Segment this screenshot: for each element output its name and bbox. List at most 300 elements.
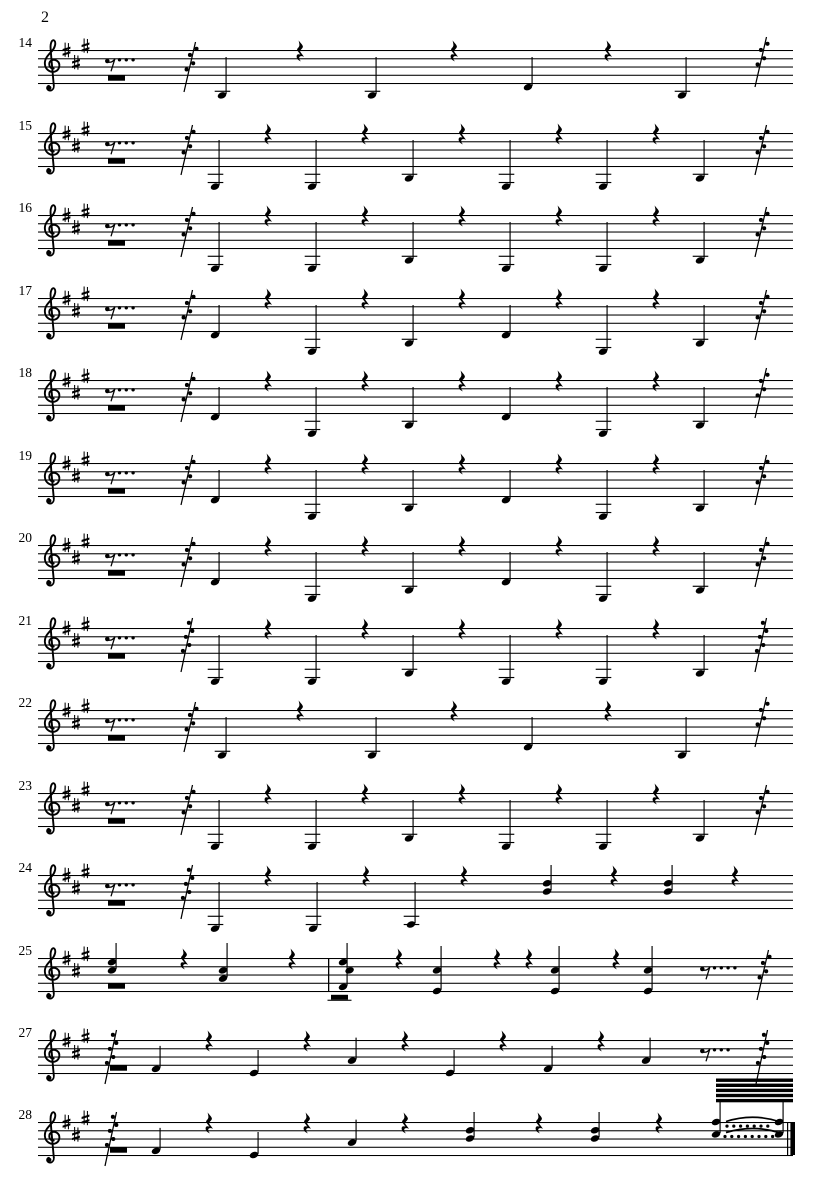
quarter-note xyxy=(151,1046,161,1073)
quarter-note xyxy=(208,882,224,933)
cluster-dot xyxy=(185,548,189,552)
whole-rest-icon xyxy=(110,1147,127,1152)
system xyxy=(19,35,794,100)
staff-line xyxy=(38,793,793,794)
tremolo-dot xyxy=(725,1125,728,1128)
quarter-note xyxy=(249,1132,259,1159)
cluster-dot xyxy=(762,716,766,720)
whole-rest-icon xyxy=(108,158,125,163)
ledger-line xyxy=(596,842,612,843)
measure-number: 15 xyxy=(18,118,32,133)
system xyxy=(19,1079,796,1167)
ledger-line xyxy=(328,1000,352,1001)
final-barline xyxy=(787,1122,788,1155)
note-stem xyxy=(510,552,511,581)
cluster-dot xyxy=(762,56,766,60)
cluster-dot xyxy=(105,1143,109,1147)
eighth-rest-icon xyxy=(105,58,135,71)
cluster-dot xyxy=(190,876,194,880)
system xyxy=(19,200,794,273)
ledger-line xyxy=(499,182,515,183)
note-stem xyxy=(783,1102,784,1133)
quarter-note xyxy=(693,470,709,513)
note-stem xyxy=(510,635,511,680)
ledger-line xyxy=(306,924,322,925)
tremolo-dot xyxy=(723,1135,726,1138)
tremolo-dot xyxy=(757,1135,760,1138)
note-stem xyxy=(510,222,511,267)
cluster-dot xyxy=(182,315,186,319)
quarter-note xyxy=(402,552,418,595)
ledger-line xyxy=(208,924,224,925)
cluster-dot xyxy=(187,643,191,647)
note-stem xyxy=(316,552,317,597)
ledger-line xyxy=(499,677,515,678)
cluster-dot xyxy=(182,480,186,484)
staff-line xyxy=(38,397,793,398)
sharp-icon xyxy=(63,951,71,966)
whole-rest-icon xyxy=(108,735,125,740)
staff-line xyxy=(38,983,793,984)
sharp-icon xyxy=(63,703,71,718)
staff-line xyxy=(38,1040,793,1041)
staff-line xyxy=(38,488,793,489)
measure-number: 24 xyxy=(18,860,32,875)
cluster-dot xyxy=(762,804,766,808)
rest-dot xyxy=(118,553,121,556)
quarter-note xyxy=(306,882,322,933)
quarter-note xyxy=(693,635,709,678)
cluster-gliss-icon xyxy=(755,697,770,747)
cluster-dot xyxy=(759,218,763,222)
cluster-dot xyxy=(181,896,185,900)
ledger-line xyxy=(596,347,612,348)
staff-line xyxy=(38,735,793,736)
quarter-note xyxy=(305,140,321,191)
quarter-note xyxy=(305,800,321,851)
cluster-dot xyxy=(756,722,760,726)
ledger-line xyxy=(305,347,321,348)
ledger-line xyxy=(305,586,321,587)
ledger-line xyxy=(693,256,709,257)
cluster-dot xyxy=(181,649,185,653)
ledger-line xyxy=(215,751,231,752)
sharp-icon xyxy=(63,621,71,636)
cluster-dot xyxy=(191,295,195,299)
note-stem xyxy=(316,140,317,185)
staff-line xyxy=(38,743,793,744)
cluster-dot xyxy=(182,562,186,566)
note-stem xyxy=(607,552,608,597)
note-stem xyxy=(160,1128,161,1150)
chord xyxy=(465,1112,475,1143)
rest-dot xyxy=(118,801,121,804)
note-stem xyxy=(356,1120,357,1142)
chord xyxy=(218,943,228,983)
ledger-line xyxy=(596,182,612,183)
ledger-line xyxy=(596,339,612,340)
cluster-dot xyxy=(184,635,188,639)
ledger-line xyxy=(365,751,381,752)
ledger-line xyxy=(402,421,418,422)
rest-dot xyxy=(131,223,134,226)
staff-line xyxy=(38,331,793,332)
ledger-line xyxy=(596,669,612,670)
rest-dot xyxy=(713,1048,716,1051)
ledger-line xyxy=(305,429,321,430)
quarter-note xyxy=(693,222,709,265)
ledger-line xyxy=(305,512,321,513)
cluster-dot xyxy=(187,868,191,872)
note-stem xyxy=(226,717,227,754)
tremolo-dot xyxy=(746,1125,749,1128)
note-stem xyxy=(510,387,511,416)
staff-line xyxy=(38,496,793,497)
tremolo-dot xyxy=(764,1135,767,1138)
quarter-note xyxy=(365,57,381,100)
sharp-icon xyxy=(63,786,71,801)
cluster-dot xyxy=(194,707,198,711)
note-stem xyxy=(316,305,317,350)
quarter-note xyxy=(347,1038,357,1065)
ledger-line xyxy=(305,842,321,843)
note-stem xyxy=(607,800,608,845)
quarter-note xyxy=(501,552,511,587)
cluster-dot xyxy=(108,1047,112,1051)
sharp-icon xyxy=(63,1115,71,1130)
cluster-dot xyxy=(191,61,195,65)
measure-number: 14 xyxy=(18,35,32,50)
cluster-dot xyxy=(185,727,189,731)
ledger-line xyxy=(693,339,709,340)
staff-line xyxy=(38,645,793,646)
quarter-note xyxy=(499,222,515,273)
cluster-dot xyxy=(765,790,769,794)
cluster-dot xyxy=(759,136,763,140)
eighth-rest-icon xyxy=(105,471,135,484)
cluster-dot xyxy=(765,1041,769,1045)
tremolo-beams xyxy=(716,1099,793,1102)
cluster-dot xyxy=(762,556,766,560)
quarter-note xyxy=(501,387,511,422)
rest-dot xyxy=(125,636,128,639)
cluster-dot xyxy=(756,810,760,814)
measure-number: 22 xyxy=(18,695,32,710)
rest-dot xyxy=(118,636,121,639)
quarter-note xyxy=(347,1120,357,1147)
note-stem xyxy=(347,943,348,986)
note-stem xyxy=(704,305,705,342)
cluster-dot xyxy=(182,810,186,814)
cluster-dot xyxy=(765,295,769,299)
ledger-line xyxy=(306,916,322,917)
staff-line xyxy=(38,1139,793,1140)
note-stem xyxy=(219,470,220,499)
cluster-dot xyxy=(756,480,760,484)
tremolo-dot xyxy=(737,1135,740,1138)
note-stem xyxy=(607,140,608,185)
cluster-dot xyxy=(756,62,760,66)
note-stem xyxy=(672,865,673,890)
quarter-note xyxy=(151,1128,161,1155)
ledger-line xyxy=(208,256,224,257)
staff-line xyxy=(38,223,793,224)
note-stem xyxy=(704,635,705,672)
quarter-note xyxy=(693,552,709,595)
tremolo-dot xyxy=(771,1135,774,1138)
ledger-line xyxy=(596,834,612,835)
note-stem xyxy=(650,1038,651,1060)
note-stem xyxy=(219,387,220,416)
quarter-note xyxy=(596,800,612,851)
cluster-dot xyxy=(188,556,192,560)
cluster-dot xyxy=(191,542,195,546)
measure-number: 28 xyxy=(18,1107,32,1122)
cluster-gliss-icon xyxy=(755,37,770,87)
note-stem xyxy=(720,1102,721,1133)
note-stem xyxy=(317,882,318,927)
quarter-note xyxy=(210,470,220,505)
ledger-line xyxy=(402,256,418,257)
tremolo-dot xyxy=(744,1135,747,1138)
quarter-note xyxy=(596,387,612,438)
quarter-note xyxy=(596,305,612,356)
cluster-dot xyxy=(765,702,769,706)
whole-rest-icon xyxy=(108,900,125,905)
chord xyxy=(542,865,552,896)
whole-rest-icon xyxy=(108,488,125,493)
whole-rest-icon xyxy=(108,983,125,988)
quarter-note xyxy=(693,140,709,183)
staff-line xyxy=(38,388,793,389)
quarter-note xyxy=(402,635,418,678)
quarter-note xyxy=(596,552,612,603)
measure-number: 17 xyxy=(18,283,32,298)
note-stem xyxy=(704,222,705,259)
measure-number: 25 xyxy=(18,943,32,958)
staff-line xyxy=(38,298,793,299)
eighth-rest-icon xyxy=(105,801,135,814)
note-stem xyxy=(413,470,414,507)
cluster-dot xyxy=(759,48,763,52)
rest-dot xyxy=(118,883,121,886)
ledger-line xyxy=(499,834,515,835)
cluster-dot xyxy=(185,136,189,140)
system xyxy=(19,860,794,933)
ledger-line xyxy=(596,264,612,265)
staff-line xyxy=(38,958,793,959)
note-stem xyxy=(552,1046,553,1068)
staff-line xyxy=(38,232,793,233)
quarter-note xyxy=(402,140,418,183)
quarter-note xyxy=(210,305,220,340)
note-stem xyxy=(415,882,416,923)
note-stem xyxy=(316,222,317,267)
system xyxy=(19,448,794,521)
cluster-dot xyxy=(762,226,766,230)
ledger-line xyxy=(693,504,709,505)
note-stem xyxy=(258,1132,259,1154)
cluster-dot xyxy=(111,1033,115,1037)
ledger-line xyxy=(208,182,224,183)
note-stem xyxy=(607,305,608,350)
staff-line xyxy=(38,966,793,967)
rest-dot xyxy=(720,1048,723,1051)
rest-dot xyxy=(125,883,128,886)
quarter-note xyxy=(305,305,321,356)
note-stem xyxy=(686,717,687,754)
note-stem xyxy=(652,946,653,990)
ledger-line xyxy=(402,174,418,175)
quarter-note xyxy=(210,552,220,587)
note-stem xyxy=(704,552,705,589)
rest-dot xyxy=(720,966,723,969)
staff-line xyxy=(38,826,793,827)
note-stem xyxy=(356,1038,357,1060)
note-stem xyxy=(316,800,317,845)
ledger-line xyxy=(693,669,709,670)
eighth-rest-icon xyxy=(700,966,737,979)
measure-number: 16 xyxy=(18,200,32,215)
whole-rest-icon xyxy=(108,240,125,245)
ledger-line xyxy=(208,842,224,843)
ledger-line xyxy=(693,421,709,422)
ledger-line xyxy=(402,339,418,340)
staff-line xyxy=(38,463,793,464)
quarter-note xyxy=(365,717,381,760)
sharp-icon xyxy=(63,868,71,883)
rest-dot xyxy=(726,1048,729,1051)
cluster-dot xyxy=(759,548,763,552)
quarter-note xyxy=(305,635,321,686)
ledger-line xyxy=(404,916,420,917)
note-stem xyxy=(413,222,414,259)
cluster-dot xyxy=(759,301,763,305)
staff-line xyxy=(38,710,793,711)
cluster-gliss-icon xyxy=(755,368,770,418)
staff-line xyxy=(38,248,793,249)
cluster-dot xyxy=(188,713,192,717)
staff-line xyxy=(38,323,793,324)
cluster-dot xyxy=(756,562,760,566)
cluster-dot xyxy=(762,144,766,148)
rest-dot xyxy=(726,966,729,969)
cluster-dot xyxy=(185,218,189,222)
note-stem xyxy=(219,305,220,334)
ledger-line xyxy=(365,91,381,92)
staff-line xyxy=(38,570,793,571)
cluster-dot xyxy=(765,373,769,377)
note-stem xyxy=(413,552,414,589)
rest-dot xyxy=(131,306,134,309)
rest-dot xyxy=(713,966,716,969)
note-stem xyxy=(704,470,705,507)
rest-dot xyxy=(131,636,134,639)
page-number: 2 xyxy=(41,9,49,26)
staff-line xyxy=(38,83,793,84)
ledger-line xyxy=(208,264,224,265)
note-stem xyxy=(532,717,533,746)
whole-rest-icon xyxy=(108,405,125,410)
cluster-dot xyxy=(185,796,189,800)
rest-dot xyxy=(733,966,736,969)
system xyxy=(19,118,794,191)
system xyxy=(19,365,794,438)
eighth-rest-icon xyxy=(105,306,135,319)
staff-line xyxy=(38,1155,793,1156)
cluster-dot xyxy=(114,1123,118,1127)
ledger-line xyxy=(596,512,612,513)
staff-line xyxy=(38,553,793,554)
system xyxy=(19,283,794,356)
staff-line xyxy=(38,67,793,68)
ledger-line xyxy=(499,842,515,843)
cluster-dot xyxy=(185,301,189,305)
rest-dot xyxy=(131,388,134,391)
cluster-dot xyxy=(756,150,760,154)
quarter-note xyxy=(208,800,224,851)
staff-line xyxy=(38,405,793,406)
note-stem xyxy=(686,57,687,94)
ledger-line xyxy=(208,916,224,917)
staff-line xyxy=(38,991,793,992)
quarter-note xyxy=(210,387,220,422)
rest-dot xyxy=(125,388,128,391)
quarter-note xyxy=(402,800,418,843)
cluster-dot xyxy=(762,387,766,391)
ledger-line xyxy=(693,834,709,835)
quarter-note xyxy=(305,387,321,438)
note-stem xyxy=(413,305,414,342)
cluster-dot xyxy=(756,232,760,236)
ledger-line xyxy=(402,586,418,587)
cluster-dot xyxy=(764,969,768,973)
staff-line xyxy=(38,661,793,662)
system xyxy=(19,695,794,760)
chord xyxy=(432,946,442,995)
staff-line xyxy=(38,1057,793,1058)
staff-line xyxy=(38,315,793,316)
quarter-note xyxy=(402,305,418,348)
staff-line xyxy=(38,166,793,167)
cluster-dot xyxy=(194,47,198,51)
chord xyxy=(643,946,653,995)
note-stem xyxy=(607,222,608,267)
quarter-note xyxy=(501,305,511,340)
cluster-dot xyxy=(184,882,188,886)
cluster-dot xyxy=(758,975,762,979)
note-stem xyxy=(510,470,511,499)
ledger-line xyxy=(305,677,321,678)
note-stem xyxy=(607,470,608,515)
quarter-note xyxy=(543,1046,553,1073)
cluster-dot xyxy=(762,474,766,478)
quarter-note xyxy=(305,470,321,521)
sharp-icon xyxy=(63,373,71,388)
staff-line xyxy=(38,727,793,728)
quarter-note xyxy=(402,222,418,265)
quarter-note xyxy=(596,635,612,686)
staff-line xyxy=(38,1073,793,1074)
ledger-line xyxy=(305,182,321,183)
cluster-dot xyxy=(105,1061,109,1065)
tremolo-dot xyxy=(751,1135,754,1138)
ledger-line xyxy=(208,677,224,678)
cluster-dot xyxy=(765,460,769,464)
quarter-note xyxy=(305,222,321,273)
staff-line xyxy=(38,801,793,802)
staff-line xyxy=(38,75,793,76)
